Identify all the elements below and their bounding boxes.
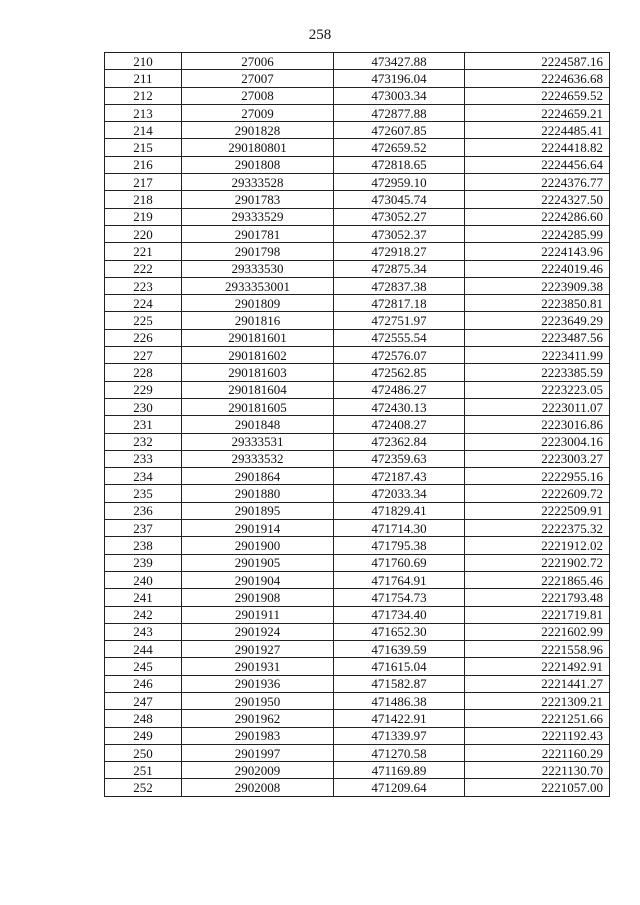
table-row <box>105 208 610 225</box>
row-index-cell: 213 <box>105 104 182 121</box>
y-coordinate-cell: 2221602.99 <box>465 623 610 640</box>
point-id-cell: 29333530 <box>182 260 334 277</box>
row-index-cell: 245 <box>105 658 182 675</box>
point-id-cell: 2901864 <box>182 468 334 485</box>
y-coordinate-cell: 2224285.99 <box>465 225 610 242</box>
y-coordinate-cell: 2221130.70 <box>465 762 610 779</box>
point-id-cell: 2901911 <box>182 606 334 623</box>
point-id-cell: 290180801 <box>182 139 334 156</box>
row-index-cell: 244 <box>105 641 182 658</box>
table-row <box>105 485 610 502</box>
y-coordinate-cell: 2223909.38 <box>465 277 610 294</box>
table-row <box>105 571 610 588</box>
point-id-cell: 2901808 <box>182 156 334 173</box>
y-coordinate-cell: 2223385.59 <box>465 364 610 381</box>
table-row <box>105 174 610 191</box>
table-row <box>105 87 610 104</box>
x-coordinate-cell: 473196.04 <box>334 70 465 87</box>
x-coordinate-cell: 471582.87 <box>334 675 465 692</box>
row-index-cell: 224 <box>105 295 182 312</box>
point-id-cell: 290181605 <box>182 398 334 415</box>
row-index-cell: 237 <box>105 520 182 537</box>
point-id-cell: 29333531 <box>182 433 334 450</box>
row-index-cell: 250 <box>105 744 182 761</box>
x-coordinate-cell: 472187.43 <box>334 468 465 485</box>
y-coordinate-cell: 2224659.21 <box>465 104 610 121</box>
y-coordinate-cell: 2224456.64 <box>465 156 610 173</box>
point-id-cell: 2901924 <box>182 623 334 640</box>
point-id-cell: 2901880 <box>182 485 334 502</box>
row-index-cell: 246 <box>105 675 182 692</box>
point-id-cell: 2901931 <box>182 658 334 675</box>
row-index-cell: 228 <box>105 364 182 381</box>
row-index-cell: 239 <box>105 554 182 571</box>
table-row <box>105 381 610 398</box>
point-id-cell: 29333532 <box>182 450 334 467</box>
x-coordinate-cell: 471714.30 <box>334 520 465 537</box>
row-index-cell: 211 <box>105 70 182 87</box>
x-coordinate-cell: 471760.69 <box>334 554 465 571</box>
x-coordinate-cell: 473052.27 <box>334 208 465 225</box>
y-coordinate-cell: 2221057.00 <box>465 779 610 796</box>
y-coordinate-cell: 2221441.27 <box>465 675 610 692</box>
coordinates-table-body <box>105 53 610 797</box>
table-row <box>105 762 610 779</box>
x-coordinate-cell: 471615.04 <box>334 658 465 675</box>
row-index-cell: 226 <box>105 329 182 346</box>
y-coordinate-cell: 2221912.02 <box>465 537 610 554</box>
table-row <box>105 260 610 277</box>
row-index-cell: 222 <box>105 260 182 277</box>
point-id-cell: 2901783 <box>182 191 334 208</box>
y-coordinate-cell: 2224019.46 <box>465 260 610 277</box>
x-coordinate-cell: 471209.64 <box>334 779 465 796</box>
table-row <box>105 243 610 260</box>
y-coordinate-cell: 2223003.27 <box>465 450 610 467</box>
point-id-cell: 290181603 <box>182 364 334 381</box>
table-row <box>105 468 610 485</box>
table-row <box>105 416 610 433</box>
table-row <box>105 433 610 450</box>
table-row <box>105 675 610 692</box>
row-index-cell: 216 <box>105 156 182 173</box>
row-index-cell: 235 <box>105 485 182 502</box>
x-coordinate-cell: 472362.84 <box>334 433 465 450</box>
x-coordinate-cell: 472486.27 <box>334 381 465 398</box>
y-coordinate-cell: 2223016.86 <box>465 416 610 433</box>
row-index-cell: 217 <box>105 174 182 191</box>
table-row <box>105 364 610 381</box>
y-coordinate-cell: 2223223.05 <box>465 381 610 398</box>
point-id-cell: 27006 <box>182 53 334 70</box>
y-coordinate-cell: 2224143.96 <box>465 243 610 260</box>
x-coordinate-cell: 471795.38 <box>334 537 465 554</box>
x-coordinate-cell: 471652.30 <box>334 623 465 640</box>
y-coordinate-cell: 2221719.81 <box>465 606 610 623</box>
x-coordinate-cell: 472918.27 <box>334 243 465 260</box>
y-coordinate-cell: 2221251.66 <box>465 710 610 727</box>
table-row <box>105 744 610 761</box>
y-coordinate-cell: 2224376.77 <box>465 174 610 191</box>
row-index-cell: 220 <box>105 225 182 242</box>
y-coordinate-cell: 2223411.99 <box>465 347 610 364</box>
point-id-cell: 27007 <box>182 70 334 87</box>
row-index-cell: 212 <box>105 87 182 104</box>
table-row <box>105 606 610 623</box>
y-coordinate-cell: 2221160.29 <box>465 744 610 761</box>
row-index-cell: 233 <box>105 450 182 467</box>
row-index-cell: 219 <box>105 208 182 225</box>
row-index-cell: 240 <box>105 571 182 588</box>
row-index-cell: 249 <box>105 727 182 744</box>
table-row <box>105 312 610 329</box>
point-id-cell: 2901962 <box>182 710 334 727</box>
x-coordinate-cell: 472817.18 <box>334 295 465 312</box>
row-index-cell: 238 <box>105 537 182 554</box>
x-coordinate-cell: 472877.88 <box>334 104 465 121</box>
table-row <box>105 225 610 242</box>
y-coordinate-cell: 2222509.91 <box>465 502 610 519</box>
y-coordinate-cell: 2223487.56 <box>465 329 610 346</box>
x-coordinate-cell: 472607.85 <box>334 122 465 139</box>
x-coordinate-cell: 471486.38 <box>334 692 465 709</box>
y-coordinate-cell: 2222609.72 <box>465 485 610 502</box>
x-coordinate-cell: 473427.88 <box>334 53 465 70</box>
row-index-cell: 230 <box>105 398 182 415</box>
row-index-cell: 251 <box>105 762 182 779</box>
y-coordinate-cell: 2223004.16 <box>465 433 610 450</box>
row-index-cell: 218 <box>105 191 182 208</box>
x-coordinate-cell: 471829.41 <box>334 502 465 519</box>
table-row <box>105 70 610 87</box>
row-index-cell: 215 <box>105 139 182 156</box>
x-coordinate-cell: 472959.10 <box>334 174 465 191</box>
x-coordinate-cell: 471339.97 <box>334 727 465 744</box>
row-index-cell: 232 <box>105 433 182 450</box>
table-row <box>105 398 610 415</box>
x-coordinate-cell: 471422.91 <box>334 710 465 727</box>
point-id-cell: 2901914 <box>182 520 334 537</box>
point-id-cell: 29333528 <box>182 174 334 191</box>
point-id-cell: 2901905 <box>182 554 334 571</box>
y-coordinate-cell: 2223011.07 <box>465 398 610 415</box>
row-index-cell: 229 <box>105 381 182 398</box>
table-row <box>105 537 610 554</box>
point-id-cell: 27009 <box>182 104 334 121</box>
x-coordinate-cell: 472659.52 <box>334 139 465 156</box>
y-coordinate-cell: 2224418.82 <box>465 139 610 156</box>
table-row <box>105 692 610 709</box>
y-coordinate-cell: 2224659.52 <box>465 87 610 104</box>
coordinates-table <box>104 52 610 797</box>
point-id-cell: 2901781 <box>182 225 334 242</box>
row-index-cell: 227 <box>105 347 182 364</box>
table-row <box>105 347 610 364</box>
y-coordinate-cell: 2221309.21 <box>465 692 610 709</box>
y-coordinate-cell: 2221902.72 <box>465 554 610 571</box>
y-coordinate-cell: 2224587.16 <box>465 53 610 70</box>
table-row <box>105 329 610 346</box>
point-id-cell: 2901900 <box>182 537 334 554</box>
row-index-cell: 231 <box>105 416 182 433</box>
x-coordinate-cell: 472818.65 <box>334 156 465 173</box>
point-id-cell: 2902009 <box>182 762 334 779</box>
table-row <box>105 554 610 571</box>
row-index-cell: 248 <box>105 710 182 727</box>
point-id-cell: 2901816 <box>182 312 334 329</box>
x-coordinate-cell: 472408.27 <box>334 416 465 433</box>
point-id-cell: 2901828 <box>182 122 334 139</box>
table-row <box>105 658 610 675</box>
y-coordinate-cell: 2224485.41 <box>465 122 610 139</box>
table-row <box>105 295 610 312</box>
y-coordinate-cell: 2221558.96 <box>465 641 610 658</box>
table-row <box>105 727 610 744</box>
table-row <box>105 710 610 727</box>
x-coordinate-cell: 472430.13 <box>334 398 465 415</box>
table-row <box>105 641 610 658</box>
x-coordinate-cell: 473003.34 <box>334 87 465 104</box>
x-coordinate-cell: 473045.74 <box>334 191 465 208</box>
y-coordinate-cell: 2222955.16 <box>465 468 610 485</box>
y-coordinate-cell: 2221793.48 <box>465 589 610 606</box>
point-id-cell: 2901904 <box>182 571 334 588</box>
point-id-cell: 2901927 <box>182 641 334 658</box>
page-number: 258 <box>308 27 332 43</box>
point-id-cell: 2901983 <box>182 727 334 744</box>
x-coordinate-cell: 471734.40 <box>334 606 465 623</box>
y-coordinate-cell: 2221192.43 <box>465 727 610 744</box>
x-coordinate-cell: 471639.59 <box>334 641 465 658</box>
point-id-cell: 2901908 <box>182 589 334 606</box>
table-row <box>105 502 610 519</box>
x-coordinate-cell: 472562.85 <box>334 364 465 381</box>
point-id-cell: 290181602 <box>182 347 334 364</box>
row-index-cell: 252 <box>105 779 182 796</box>
row-index-cell: 236 <box>105 502 182 519</box>
y-coordinate-cell: 2221492.91 <box>465 658 610 675</box>
x-coordinate-cell: 472875.34 <box>334 260 465 277</box>
point-id-cell: 27008 <box>182 87 334 104</box>
point-id-cell: 2901950 <box>182 692 334 709</box>
point-id-cell: 2901997 <box>182 744 334 761</box>
row-index-cell: 223 <box>105 277 182 294</box>
x-coordinate-cell: 472359.63 <box>334 450 465 467</box>
x-coordinate-cell: 471754.73 <box>334 589 465 606</box>
point-id-cell: 290181604 <box>182 381 334 398</box>
x-coordinate-cell: 472033.34 <box>334 485 465 502</box>
point-id-cell: 2901798 <box>182 243 334 260</box>
table-row <box>105 589 610 606</box>
table-row <box>105 277 610 294</box>
x-coordinate-cell: 472837.38 <box>334 277 465 294</box>
table-row <box>105 122 610 139</box>
row-index-cell: 242 <box>105 606 182 623</box>
row-index-cell: 247 <box>105 692 182 709</box>
x-coordinate-cell: 471169.89 <box>334 762 465 779</box>
y-coordinate-cell: 2222375.32 <box>465 520 610 537</box>
row-index-cell: 241 <box>105 589 182 606</box>
row-index-cell: 221 <box>105 243 182 260</box>
point-id-cell: 2933353001 <box>182 277 334 294</box>
table-row <box>105 779 610 796</box>
row-index-cell: 234 <box>105 468 182 485</box>
table-row <box>105 139 610 156</box>
y-coordinate-cell: 2221865.46 <box>465 571 610 588</box>
point-id-cell: 2902008 <box>182 779 334 796</box>
row-index-cell: 210 <box>105 53 182 70</box>
x-coordinate-cell: 471270.58 <box>334 744 465 761</box>
x-coordinate-cell: 472576.07 <box>334 347 465 364</box>
point-id-cell: 2901936 <box>182 675 334 692</box>
x-coordinate-cell: 471764.91 <box>334 571 465 588</box>
table-row <box>105 450 610 467</box>
table-row <box>105 104 610 121</box>
row-index-cell: 225 <box>105 312 182 329</box>
point-id-cell: 29333529 <box>182 208 334 225</box>
table-row <box>105 156 610 173</box>
table-row <box>105 191 610 208</box>
y-coordinate-cell: 2223649.29 <box>465 312 610 329</box>
table-row <box>105 623 610 640</box>
y-coordinate-cell: 2224286.60 <box>465 208 610 225</box>
y-coordinate-cell: 2224636.68 <box>465 70 610 87</box>
point-id-cell: 290181601 <box>182 329 334 346</box>
row-index-cell: 214 <box>105 122 182 139</box>
point-id-cell: 2901809 <box>182 295 334 312</box>
point-id-cell: 2901848 <box>182 416 334 433</box>
y-coordinate-cell: 2224327.50 <box>465 191 610 208</box>
row-index-cell: 243 <box>105 623 182 640</box>
table-row <box>105 520 610 537</box>
x-coordinate-cell: 472751.97 <box>334 312 465 329</box>
table-row <box>105 53 610 70</box>
x-coordinate-cell: 473052.37 <box>334 225 465 242</box>
point-id-cell: 2901895 <box>182 502 334 519</box>
x-coordinate-cell: 472555.54 <box>334 329 465 346</box>
y-coordinate-cell: 2223850.81 <box>465 295 610 312</box>
